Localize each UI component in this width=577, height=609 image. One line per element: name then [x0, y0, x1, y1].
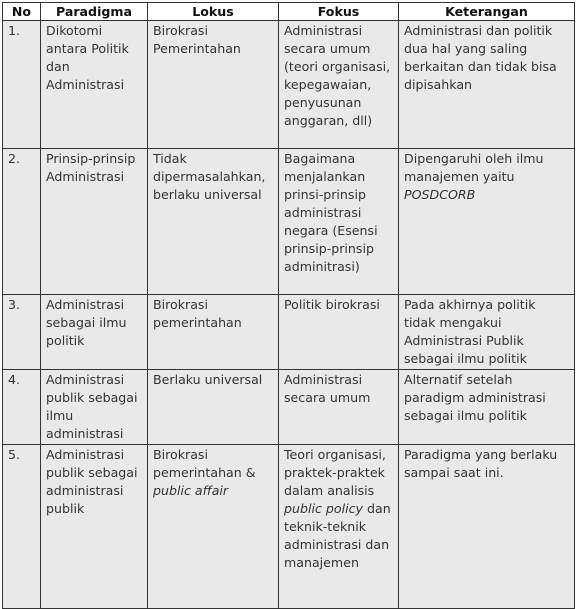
table-row — [3, 370, 575, 445]
cell-fokus: Administrasi secara umum (teori organisasi, kepegawaian, penyusunan anggaran, dll) — [279, 21, 399, 149]
cell-keterangan: Alternatif setelah paradigm administrasi sebagai ilmu politik — [399, 370, 575, 445]
cell-no: 4. — [3, 370, 41, 445]
header-no: No — [3, 3, 41, 21]
cell-lokus: Tidak dipermasalahkan, berlaku universal — [148, 149, 279, 295]
cell-fokus — [279, 445, 399, 609]
cell-fokus: Politik birokrasi — [279, 295, 399, 370]
cell-fokus: Bagaimana menjalankan prinsi-prinsip administrasi negara (Esensi prinsip-prinsip adminitrasi) — [279, 149, 399, 295]
fokus-text-continued: dan teknik-teknik administrasi dan manajemen — [284, 501, 391, 570]
cell-keterangan — [399, 149, 575, 295]
cell-paradigma: Dikotomi antara Politik dan Administrasi — [41, 21, 148, 149]
cell-keterangan: Administrasi dan politik dua hal yang saling berkaitan dan tidak bisa dipisahkan — [399, 21, 575, 149]
cell-keterangan: Pada akhirnya politik tidak mengakui Administrasi Publik sebagai ilmu politik — [399, 295, 575, 370]
table-row — [3, 21, 575, 149]
table-row — [3, 445, 575, 609]
header-keterangan: Keterangan — [399, 3, 575, 21]
table-header-row — [3, 3, 575, 21]
header-paradigma: Paradigma — [41, 3, 148, 21]
cell-paradigma: Prinsip-prinsip Administrasi — [41, 149, 148, 295]
cell-no: 1. — [3, 21, 41, 149]
paradigma-table — [2, 2, 575, 609]
keterangan-text: Dipengaruhi oleh ilmu manajemen yaitu — [404, 151, 544, 184]
fokus-text: Teori organisasi, praktek-praktek dalam analisis — [284, 447, 386, 498]
header-fokus: Fokus — [279, 3, 399, 21]
cell-lokus: Birokrasi Pemerintahan — [148, 21, 279, 149]
cell-lokus: Berlaku universal — [148, 370, 279, 445]
fokus-emphasis: public policy — [284, 501, 363, 516]
keterangan-emphasis: POSDCORB — [404, 187, 476, 202]
cell-paradigma: Administrasi publik sebagai administrasi publik — [41, 445, 148, 609]
header-lokus: Lokus — [148, 3, 279, 21]
cell-paradigma: Administrasi sebagai ilmu politik — [41, 295, 148, 370]
cell-no: 3. — [3, 295, 41, 370]
lokus-emphasis: public affair — [153, 483, 229, 498]
cell-lokus — [148, 445, 279, 609]
table-row — [3, 295, 575, 370]
table-row — [3, 149, 575, 295]
cell-no: 5. — [3, 445, 41, 609]
cell-lokus: Birokrasi pemerintahan — [148, 295, 279, 370]
lokus-text: Birokrasi pemerintahan & — [153, 447, 256, 480]
cell-keterangan: Paradigma yang berlaku sampai saat ini. — [399, 445, 575, 609]
cell-paradigma: Administrasi publik sebagai ilmu administrasi — [41, 370, 148, 445]
cell-fokus: Administrasi secara umum — [279, 370, 399, 445]
cell-no: 2. — [3, 149, 41, 295]
